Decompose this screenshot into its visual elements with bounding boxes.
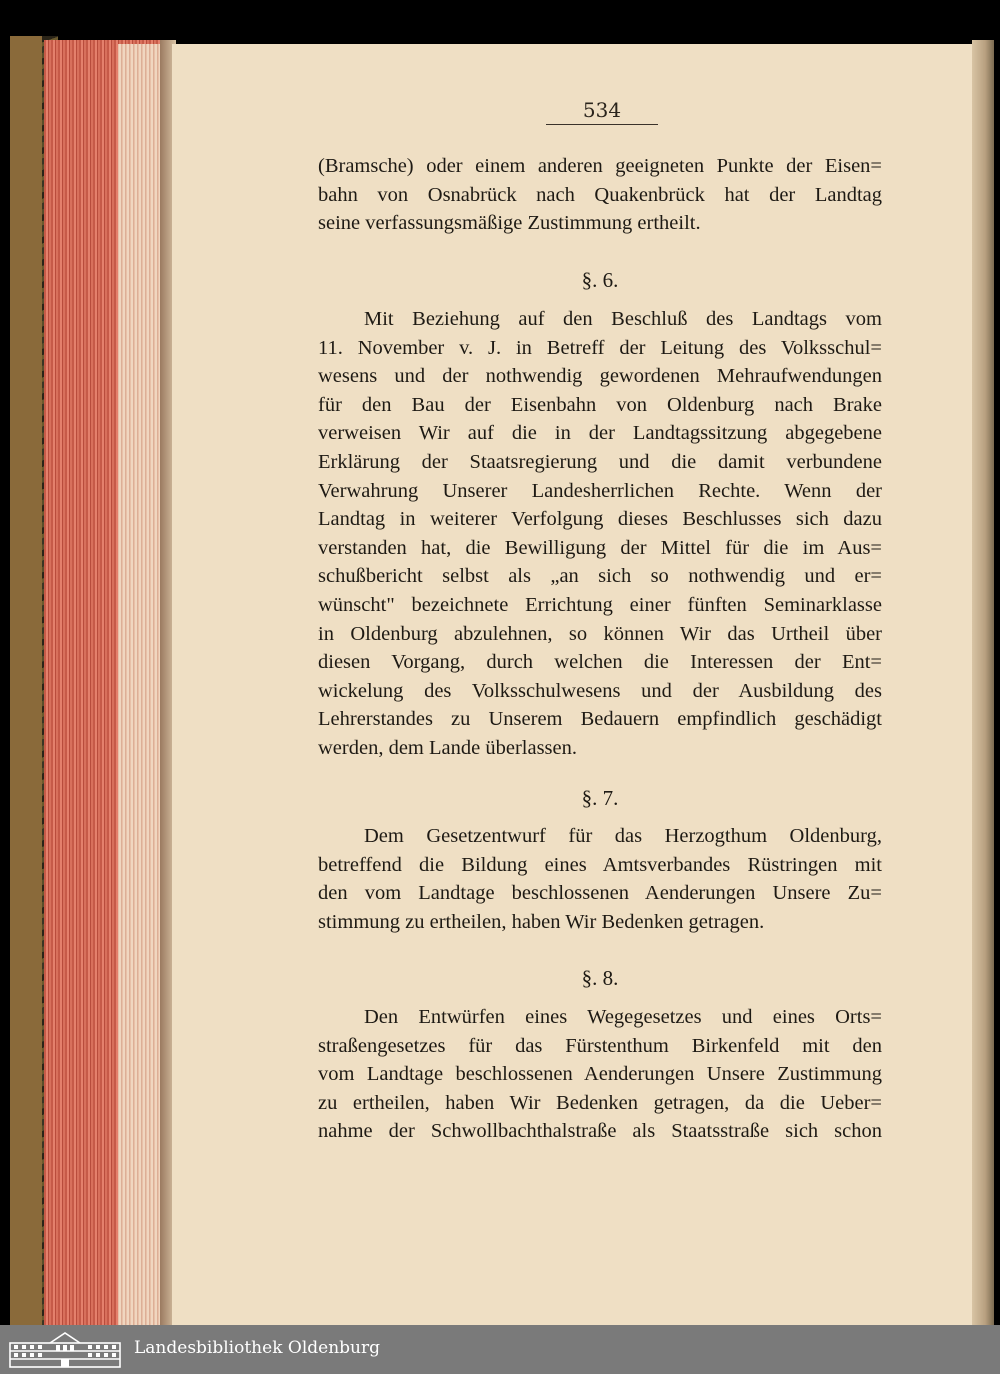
text-line: schußbericht selbst als „an sich so nothwendig und er= bbox=[318, 565, 882, 588]
paragraph-section-8 bbox=[318, 1003, 882, 1146]
text-line: in Oldenburg abzulehnen, so können Wir das Urtheil über bbox=[318, 622, 882, 645]
text-line: Erklärung der Staatsregierung und die damit verbundene bbox=[318, 450, 882, 473]
text-line: Mit Beziehung auf den Beschluß des Landtags vom bbox=[364, 308, 882, 330]
text-line: Verwahrung Unserer Landesherrlichen Rechte. Wenn der bbox=[318, 479, 882, 502]
paragraph-section-6 bbox=[318, 305, 882, 763]
text-line: zu ertheilen, haben Wir Bedenken getragen, da die Ueber= bbox=[318, 1091, 882, 1114]
section-heading-8: §. 8. bbox=[581, 966, 619, 990]
text-line: Den Entwürfen eines Wegegesetzes und eines Orts= bbox=[364, 1006, 882, 1028]
section-heading-6: §. 6. bbox=[581, 268, 619, 292]
text-line: vom Landtage beschlossenen Aenderungen Unsere Zustimmung bbox=[318, 1063, 882, 1086]
text-line: seine verfassungsmäßige Zustimmung ertheilt. bbox=[318, 212, 701, 235]
library-name: Landesbibliothek Oldenburg bbox=[134, 1338, 381, 1358]
text-line: 11. November v. J. in Betreff der Leitung des Volksschul= bbox=[318, 336, 882, 359]
text-line: diesen Vorgang, durch welchen die Interessen der Ent= bbox=[318, 651, 882, 674]
text-line: straßengesetzes für das Fürstenthum Birkenfeld mit den bbox=[318, 1034, 882, 1057]
page-number: 534 bbox=[582, 98, 622, 122]
text-line: wünscht" bezeichnete Errichtung einer fünften Seminarklasse bbox=[318, 593, 882, 616]
text-line: Landtag in weiterer Verfolgung dieses Beschlusses sich dazu bbox=[318, 508, 882, 531]
text-line: Dem Gesetzentwurf für das Herzogthum Oldenburg, bbox=[364, 825, 882, 847]
text-line: stimmung zu ertheilen, haben Wir Bedenken getragen. bbox=[318, 910, 765, 933]
text-line: wickelung des Volksschulwesens und der Ausbildung des bbox=[318, 679, 882, 702]
paragraph-section-7 bbox=[318, 822, 882, 936]
text-line: wesens und der nothwendig gewordenen Mehraufwendungen bbox=[318, 365, 882, 388]
paragraph-continuation bbox=[318, 152, 882, 238]
text-line: nahme der Schwollbachthalstraße als Staatsstraße sich schon bbox=[318, 1120, 882, 1143]
text-line: verweisen Wir auf die in der Landtagssitzung abgegebene bbox=[318, 422, 882, 445]
text-line: für den Bau der Eisenbahn von Oldenburg nach Brake bbox=[318, 393, 882, 416]
text-line: werden, dem Lande überlassen. bbox=[318, 736, 577, 759]
text-line: den vom Landtage beschlossenen Aenderungen Unsere Zu= bbox=[318, 882, 882, 905]
book-leather-spine bbox=[10, 36, 42, 1325]
footer-bar bbox=[0, 1325, 1000, 1374]
text-line: Lehrerstandes zu Unserem Bedauern empfindlich geschädigt bbox=[318, 708, 882, 731]
right-page-edge bbox=[972, 40, 994, 1325]
header-rule bbox=[546, 124, 658, 125]
text-line: betreffend die Bildung eines Amtsverbandes Rüstringen mit bbox=[318, 853, 882, 876]
text-line: verstanden hat, die Bewilligung der Mittel für die im Aus= bbox=[318, 536, 882, 559]
text-line: bahn von Osnabrück nach Quakenbrück hat der Landtag bbox=[318, 183, 882, 206]
text-line: (Bramsche) oder einem anderen geeigneten Punkte der Eisen= bbox=[318, 155, 882, 177]
section-heading-7: §. 7. bbox=[581, 786, 619, 810]
library-building-logo-icon bbox=[6, 1329, 124, 1369]
